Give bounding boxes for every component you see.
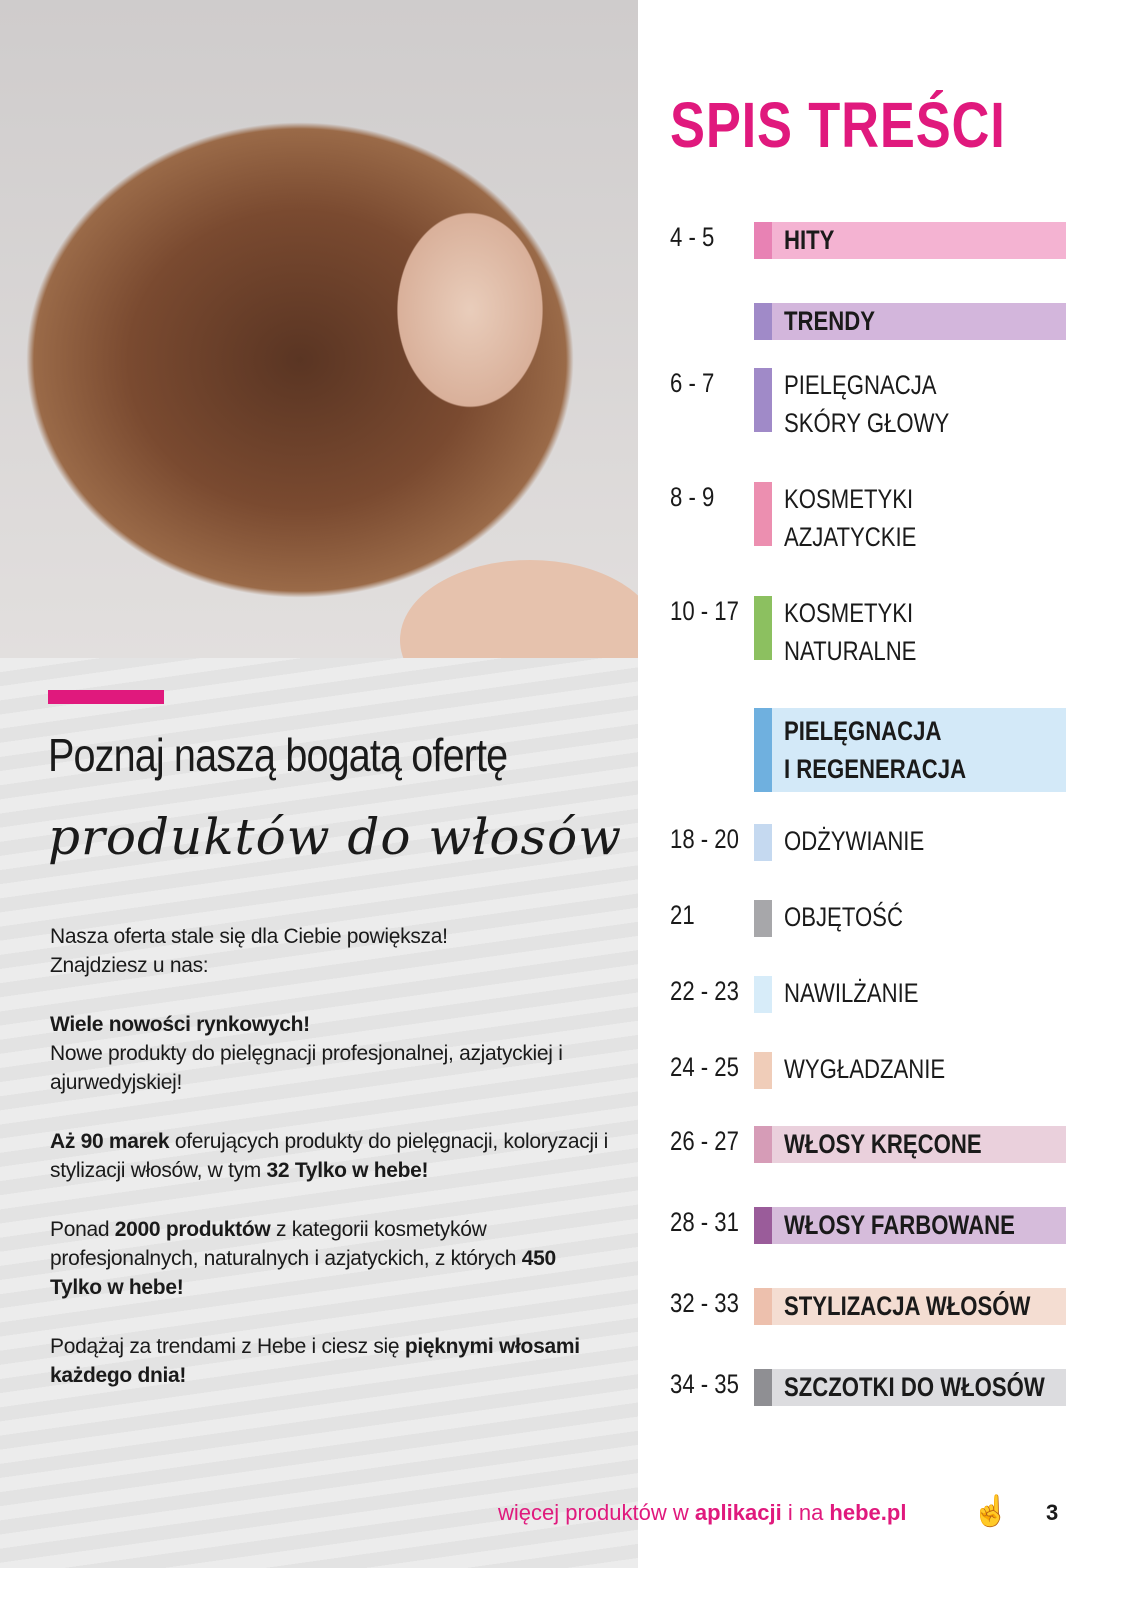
toc-page-range: 24 - 25 [670,1052,739,1082]
toc-entry[interactable] [670,303,1070,340]
toc-entry[interactable] [670,368,1070,438]
toc-color-marker [754,222,772,259]
toc-page-range: 34 - 35 [670,1369,739,1399]
intro-text: Nowe produkty do pielęgnacji profesjonalnej, azjatyckiej i ajurwedyjskiej! [50,1042,563,1094]
toc-entry[interactable] [670,824,1070,861]
toc-entry[interactable] [670,482,1070,552]
toc-page-range: 26 - 27 [670,1126,739,1156]
toc-entry[interactable] [670,1369,1070,1406]
toc-label: WŁOSY KRĘCONE [784,1129,982,1159]
intro-line: Nasza oferta stale się dla Ciebie powiększa! [50,925,448,948]
toc-entry[interactable] [670,976,1070,1013]
toc-page-range: 4 - 5 [670,222,715,252]
toc-color-marker [754,976,772,1013]
toc-entry[interactable] [670,708,1070,792]
intro-headline: Poznaj naszą bogatą ofertę [48,729,508,781]
intro-bold: 2000 produktów [114,1218,271,1241]
toc-label: TRENDY [784,306,876,336]
toc-title: SPIS TREŚCI [670,89,1006,161]
toc-page-range: 10 - 17 [670,596,739,626]
intro-script-heading: produktów do włosów [48,808,623,866]
toc-color-marker [754,824,772,861]
intro-bold: 32 Tylko w hebe! [266,1159,429,1182]
toc-page-range: 6 - 7 [670,368,715,398]
toc-color-marker [754,1288,772,1325]
pointing-hand-icon: ☝ [972,1495,1010,1528]
toc-color-marker [754,1369,772,1406]
toc-label: HITY [784,225,835,255]
intro-text: oferujących produkty do pielęgnacji, koloryzacji i stylizacji włosów, w tym [50,1130,609,1182]
toc-color-marker [754,900,772,937]
toc-color-marker [754,482,772,546]
toc-page-range: 8 - 9 [670,482,715,512]
toc-color-marker [754,368,772,432]
toc-page-range: 22 - 23 [670,976,739,1006]
toc-label: SZCZOTKI DO WŁOSÓW [784,1372,1045,1402]
toc-color-marker [754,596,772,660]
toc-color-marker [754,303,772,340]
intro-body [50,922,610,1420]
toc-label: STYLIZACJA WŁOSÓW [784,1291,1031,1321]
toc-color-marker [754,1126,772,1163]
photo-shoulder [400,560,638,658]
toc-label: ODŻYWIANIE [784,826,925,856]
app-link[interactable]: aplikacji [694,1500,782,1525]
toc-page-range: 18 - 20 [670,824,739,854]
accent-bar [48,690,164,704]
toc-page-range: 32 - 33 [670,1288,739,1318]
toc-label: PIELĘGNACJA SKÓRY GŁOWY [784,370,950,438]
site-link[interactable]: hebe.pl [829,1500,907,1525]
toc-label: NAWILŻANIE [784,978,919,1008]
intro-bold: Wiele nowości rynkowych! [50,1013,310,1036]
intro-bold: pięknymi włosami każdego dnia! [50,1335,580,1387]
toc-label: WŁOSY FARBOWANE [784,1210,1015,1240]
toc-label: WYGŁADZANIE [784,1054,946,1084]
toc-entry[interactable] [670,222,1070,259]
toc-entry[interactable] [670,1288,1070,1325]
footer-text: i na [781,1500,830,1525]
toc-entry[interactable] [670,1207,1070,1244]
toc-color-marker [754,1052,772,1089]
toc-entry[interactable] [670,596,1070,666]
intro-bold: 450 Tylko w hebe! [50,1247,556,1299]
intro-text: Podążaj za trendami z Hebe i ciesz się [50,1335,405,1358]
intro-line: Znajdziesz u nas: [50,954,209,977]
intro-text: Ponad [50,1218,115,1241]
footer-promo [498,1500,906,1526]
toc-label: OBJĘTOŚĆ [784,902,903,932]
toc-entry[interactable] [670,1052,1070,1089]
toc-page-range: 28 - 31 [670,1207,739,1237]
toc-label: KOSMETYKI NATURALNE [784,598,917,666]
toc-color-marker [754,708,772,792]
toc-entry[interactable] [670,900,1070,937]
hero-photo-woman-hair [0,0,638,658]
toc-page-range: 21 [670,900,695,930]
toc-label: KOSMETYKI AZJATYCKIE [784,484,917,552]
toc-entry[interactable] [670,1126,1070,1163]
toc-label: PIELĘGNACJA I REGENERACJA [784,716,967,784]
page-number: 3 [1046,1500,1059,1525]
footer-text: więcej produktów w [498,1500,695,1525]
toc-color-marker [754,1207,772,1244]
intro-text: z kategorii kosmetyków profesjonalnych, naturalnych i azjatyckich, z których [50,1218,522,1270]
intro-bold: Aż 90 marek [50,1130,170,1153]
